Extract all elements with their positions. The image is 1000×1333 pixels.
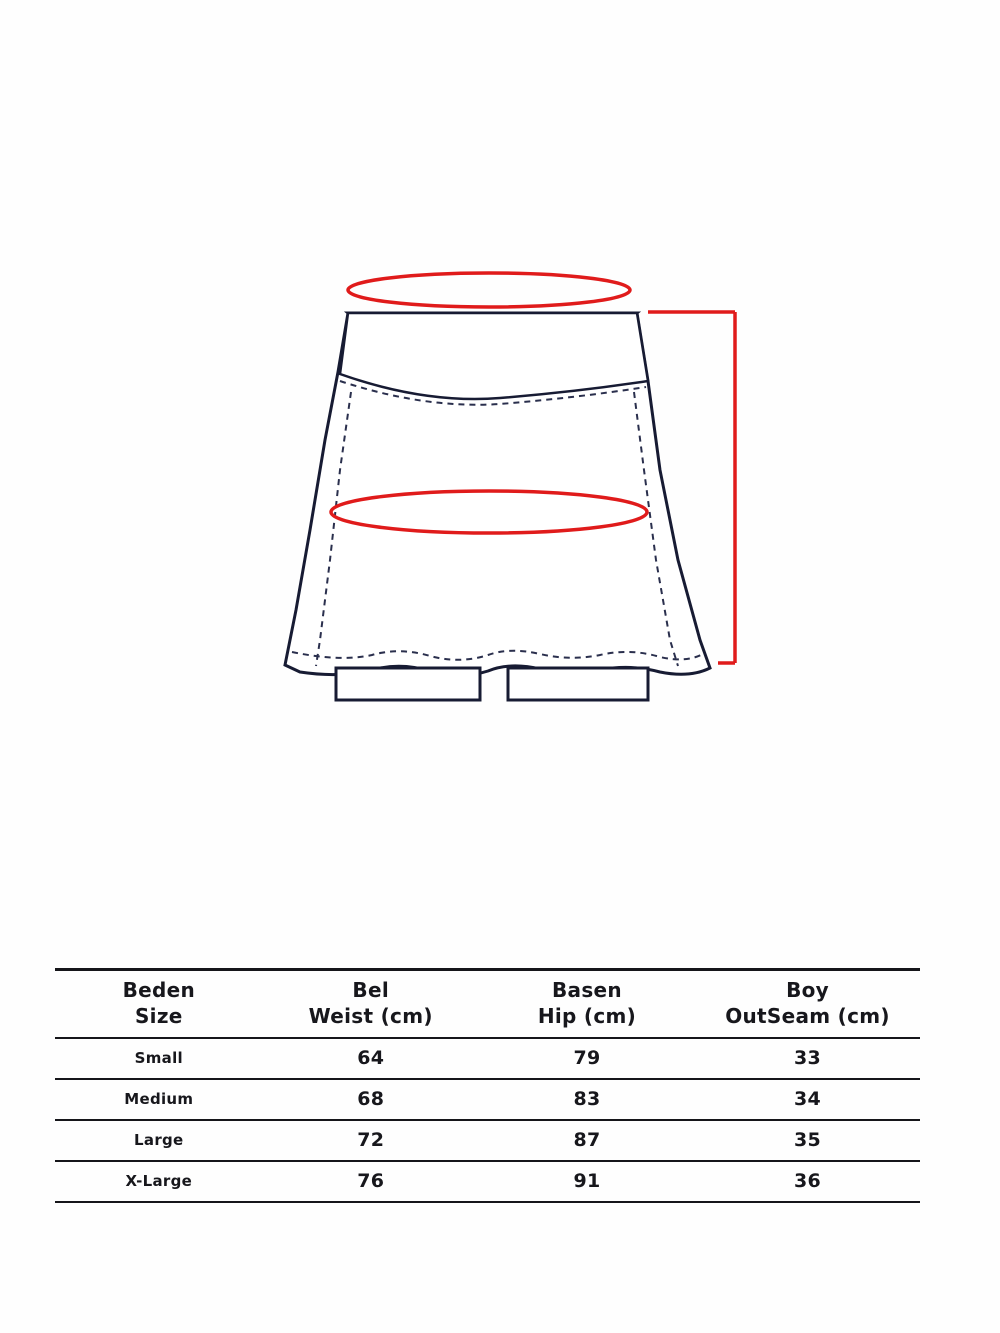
column-header-size: Beden Size xyxy=(55,970,263,1039)
waist-measure-ellipse xyxy=(348,273,630,307)
cell-hip: 91 xyxy=(479,1161,695,1202)
cell-waist: 76 xyxy=(263,1161,479,1202)
cell-size: Medium xyxy=(55,1079,263,1120)
cell-hip: 79 xyxy=(479,1038,695,1079)
cell-outseam: 36 xyxy=(695,1161,920,1202)
cell-size: Small xyxy=(55,1038,263,1079)
cell-waist: 64 xyxy=(263,1038,479,1079)
column-header-outseam: Boy OutSeam (cm) xyxy=(695,970,920,1039)
cell-outseam: 33 xyxy=(695,1038,920,1079)
cell-hip: 87 xyxy=(479,1120,695,1161)
cell-outseam: 35 xyxy=(695,1120,920,1161)
cell-waist: 68 xyxy=(263,1079,479,1120)
table-row xyxy=(55,1161,920,1202)
column-header-waist: Bel Weist (cm) xyxy=(263,970,479,1039)
cell-waist: 72 xyxy=(263,1120,479,1161)
size-chart-table xyxy=(55,968,920,1203)
table-header-row xyxy=(55,970,920,1039)
cell-hip: 83 xyxy=(479,1079,695,1120)
table-row xyxy=(55,1038,920,1079)
yoke-panel xyxy=(340,313,648,399)
cell-outseam: 34 xyxy=(695,1079,920,1120)
cell-size: X-Large xyxy=(55,1161,263,1202)
size-chart xyxy=(55,968,920,1203)
inner-short-left xyxy=(336,668,480,700)
cell-size: Large xyxy=(55,1120,263,1161)
table-row xyxy=(55,1079,920,1120)
table-row xyxy=(55,1120,920,1161)
skirt-body-group xyxy=(285,313,710,700)
column-header-hip: Basen Hip (cm) xyxy=(479,970,695,1039)
inner-short-right xyxy=(508,668,648,700)
